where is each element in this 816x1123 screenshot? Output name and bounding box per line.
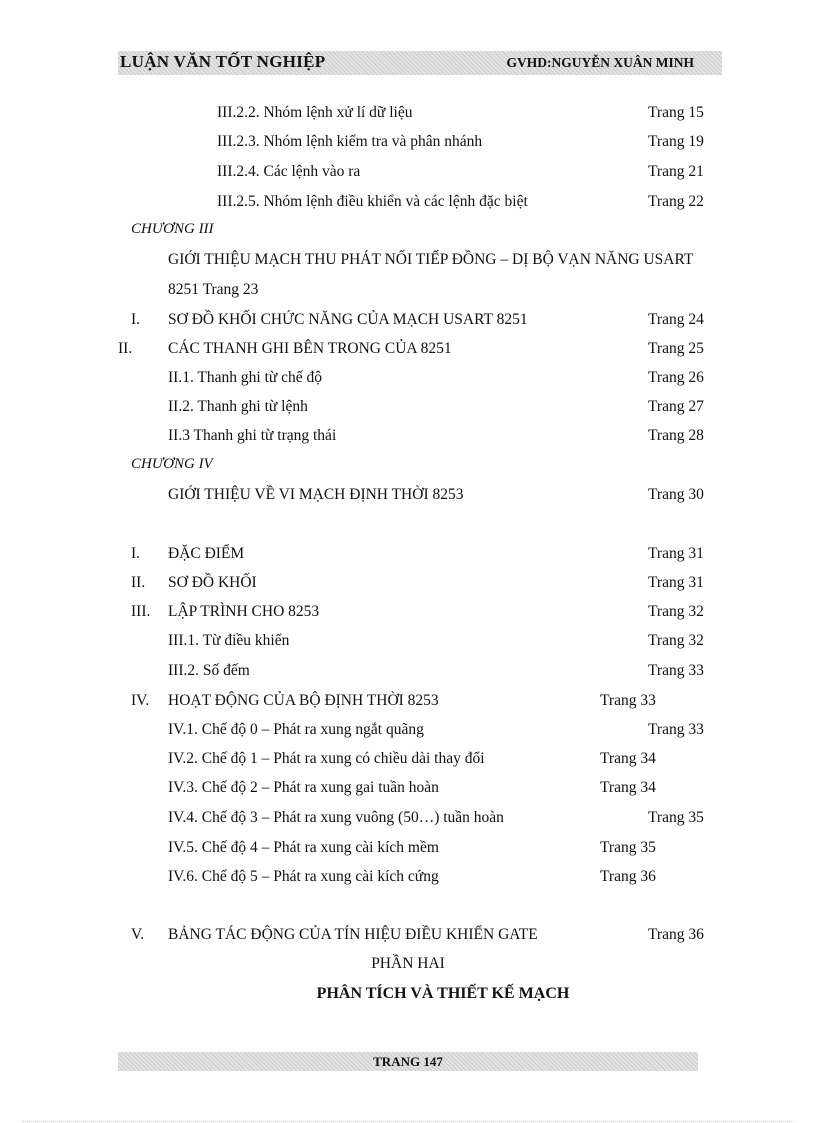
toc-entry-page: Trang 28 — [648, 427, 704, 444]
toc-entry-page: Trang 35 — [600, 839, 656, 856]
bottom-dotted-divider — [22, 1121, 794, 1122]
toc-entry-page: Trang 34 — [600, 779, 656, 796]
toc-entry-page: Trang 32 — [648, 603, 704, 620]
toc-entry-text: III.2.4. Các lệnh vào ra — [217, 163, 361, 180]
toc-entry-text: III.1. Từ điều khiển — [168, 632, 290, 649]
page-header — [118, 51, 722, 75]
chapter-title-continued: 8251 Trang 23 — [168, 281, 259, 298]
toc-entry-text: SƠ ĐỒ KHỐI — [168, 574, 257, 591]
toc-entry-page: Trang 19 — [648, 133, 704, 150]
page-footer — [118, 1052, 698, 1071]
toc-entry-text: HOẠT ĐỘNG CỦA BỘ ĐỊNH THỜI 8253 — [168, 692, 439, 709]
toc-entry-page: Trang 31 — [648, 545, 704, 562]
toc-entry-text: IV.4. Chế độ 3 – Phát ra xung vuông (50…) tuần hoàn — [168, 809, 504, 826]
toc-entry-text: II.2. Thanh ghi từ lệnh — [168, 398, 308, 415]
toc-entry-number: III. — [131, 603, 151, 620]
toc-entry-text: LẬP TRÌNH CHO 8253 — [168, 603, 320, 620]
toc-entry-number: IV. — [131, 692, 150, 709]
toc-entry-text: BẢNG TÁC ĐỘNG CỦA TÍN HIỆU ĐIỀU KHIỂN GATE — [168, 926, 538, 943]
toc-entry-page: Trang 33 — [600, 692, 656, 709]
toc-entry-text: III.2.2. Nhóm lệnh xử lí dữ liệu — [217, 104, 413, 121]
toc-entry-page: Trang 34 — [600, 750, 656, 767]
toc-entry-page: Trang 22 — [648, 193, 704, 210]
toc-entry-number: I. — [131, 545, 141, 562]
toc-entry-text: IV.1. Chế độ 0 – Phát ra xung ngắt quãng — [168, 721, 424, 738]
part-title: PHẦN HAI — [371, 955, 445, 972]
toc-entry-number: V. — [131, 926, 145, 943]
toc-entry-text: III.2.3. Nhóm lệnh kiểm tra và phân nhánh — [217, 133, 483, 150]
toc-entry-text: SƠ ĐỒ KHỐI CHỨC NĂNG CỦA MẠCH USART 8251 — [168, 311, 528, 328]
thesis-title: LUẬN VĂN TỐT NGHIỆP — [120, 52, 326, 71]
chapter-title: GIỚI THIỆU VỀ VI MẠCH ĐỊNH THỜI 8253 — [168, 486, 464, 503]
toc-entry-number: II. — [118, 340, 133, 357]
chapter-title: GIỚI THIỆU MẠCH THU PHÁT NỐI TIẾP ĐỒNG – DỊ BỘ VẠN NĂNG USART — [168, 251, 694, 268]
page-number-label: TRANG 147 — [373, 1054, 443, 1069]
toc-entry-page: Trang 35 — [648, 809, 704, 826]
toc-entry-page: Trang 26 — [648, 369, 704, 386]
toc-entry-text: IV.6. Chế độ 5 – Phát ra xung cài kích cứng — [168, 868, 439, 885]
toc-entry-text: II.1. Thanh ghi từ chế độ — [168, 369, 323, 386]
toc-entry-page: Trang 25 — [648, 340, 704, 357]
toc-entry-text: IV.2. Chế độ 1 – Phát ra xung có chiều dài thay đổi — [168, 750, 485, 767]
toc-entry-page: Trang 21 — [648, 163, 704, 180]
toc-entry-page: Trang 36 — [648, 926, 704, 943]
toc-entry-page: Trang 30 — [648, 486, 704, 503]
toc-entry-text: IV.3. Chế độ 2 – Phát ra xung gai tuần hoàn — [168, 779, 439, 796]
toc-entry-text: IV.5. Chế độ 4 – Phát ra xung cài kích mềm — [168, 839, 439, 856]
toc-entry-number: II. — [131, 574, 146, 591]
chapter-heading: CHƯƠNG IV — [131, 456, 213, 472]
chapter-heading: CHƯƠNG III — [131, 221, 214, 237]
part-subtitle: PHÂN TÍCH VÀ THIẾT KẾ MẠCH — [316, 985, 570, 1002]
toc-entry-number: I. — [131, 311, 141, 328]
toc-entry-text: ĐẶC ĐIỂM — [168, 545, 245, 562]
toc-entry-page: Trang 27 — [648, 398, 704, 415]
toc-entry-page: Trang 15 — [648, 104, 704, 121]
advisor-name: GVHD:NGUYỄN XUÂN MINH — [506, 55, 694, 70]
toc-entry-page: Trang 33 — [648, 721, 704, 738]
toc-entry-text: III.2. Số đếm — [168, 662, 250, 679]
toc-entry-page: Trang 32 — [648, 632, 704, 649]
toc-entry-page: Trang 33 — [648, 662, 704, 679]
toc-entry-text: CÁC THANH GHI BÊN TRONG CỦA 8251 — [168, 340, 452, 357]
toc-entry-text: II.3 Thanh ghi từ trạng thái — [168, 427, 337, 444]
toc-entry-page: Trang 24 — [648, 311, 704, 328]
toc-entry-text: III.2.5. Nhóm lệnh điều khiển và các lệnh đặc biệt — [217, 193, 528, 210]
toc-entry-page: Trang 31 — [648, 574, 704, 591]
toc-entry-page: Trang 36 — [600, 868, 656, 885]
